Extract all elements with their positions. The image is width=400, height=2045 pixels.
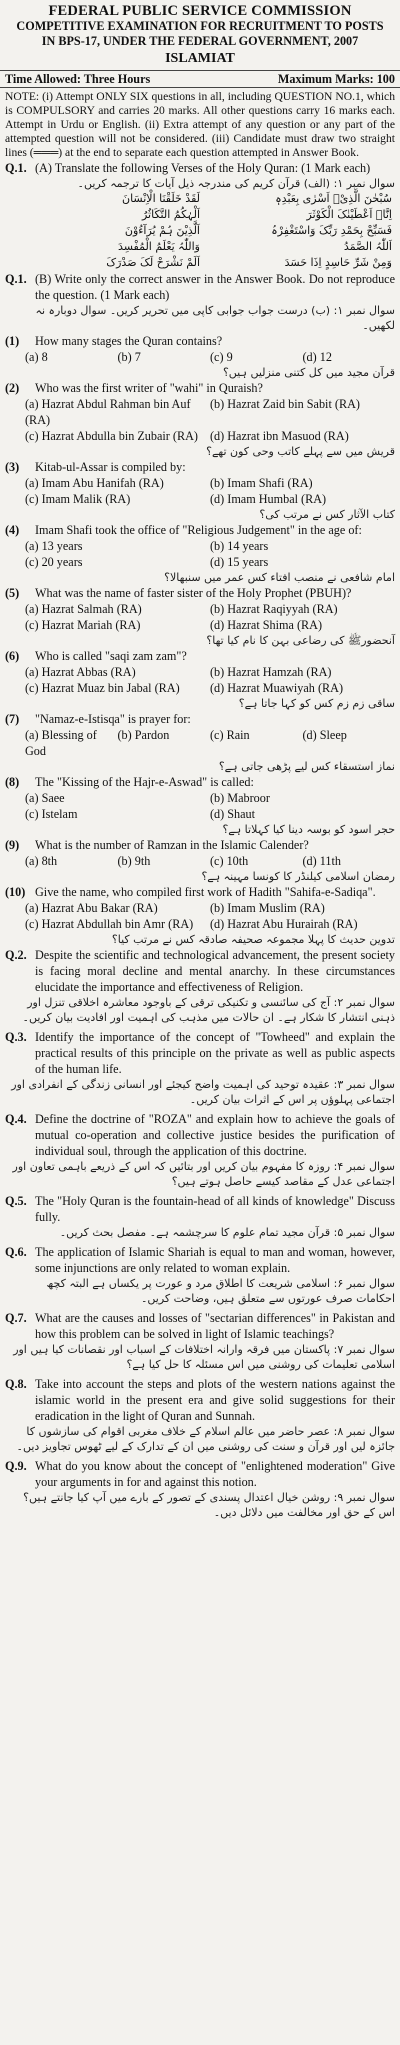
mcq-option: (b) Hazrat Zaid bin Sabit (RA) xyxy=(210,397,360,411)
mcq-option: (a) Blessing of God xyxy=(25,728,97,758)
quran-verse: لَقَدْ خَلَقْنَا الْاِنْسَانَ xyxy=(122,192,200,205)
question-urdu: سوال نمبر ۵: قرآن مجید تمام علوم کا سرچشمہ ہے۔ مفصل بحث کریں۔ xyxy=(59,1226,395,1239)
mcq-urdu: قرآن مجید میں کل کتنی منزلیں ہیں؟ xyxy=(222,366,395,379)
long-question xyxy=(0,1244,400,1276)
mcq-number: (1) xyxy=(5,334,20,348)
mcq-list xyxy=(0,333,400,947)
mcq-item xyxy=(0,380,400,444)
mcq-option: (a) Hazrat Abdul Rahman bin Auf (RA) xyxy=(25,397,191,427)
mcq-urdu: حجر اسود کو بوسہ دینا کیا کہلاتا ہے؟ xyxy=(222,823,395,836)
mcq-question: How many stages the Quran contains? xyxy=(35,334,223,348)
mcq-options xyxy=(5,853,395,869)
quran-verse: فَسَبِّحْ بِحَمْدِ رَبِّکَ وَاسْتَغْفِرْہُ xyxy=(271,224,392,237)
question-row xyxy=(5,1458,395,1490)
question-urdu: سوال نمبر ۶: اسلامی شریعت کا اطلاق مرد و عورت پر یکساں ہے البتہ کچھ احکامات صرف عورتوں سے متعلق ہیں، وضاحت کریں۔ xyxy=(46,1277,395,1305)
mcq-options xyxy=(5,727,395,759)
exam-meta xyxy=(0,70,400,88)
mcq-options xyxy=(5,900,395,932)
mcq-option: (c) Hazrat Abdullah bin Amr (RA) xyxy=(25,917,194,931)
mcq-item xyxy=(0,837,400,869)
question-text: (B) Write only the correct answer in the Answer Book. Do not reproduce the question. (1 Mark each) xyxy=(35,272,395,302)
mcq-question: What was the name of faster sister of the Holy Prophet (PBUH)? xyxy=(35,586,352,600)
urdu-instruction: سوال نمبر ۱: (ب) درست جواب جوابی کاپی میں تحریر کریں۔ سوال دوبارہ نہ لکھیں۔ xyxy=(35,304,395,332)
mcq-option: (a) 8 xyxy=(25,350,48,364)
mcq-urdu: رمضان اسلامی کیلنڈر کا کونسا مہینہ ہے؟ xyxy=(201,870,395,883)
mcq-option: (d) Sleep xyxy=(302,728,347,742)
mcq-option: (d) 11th xyxy=(302,854,341,868)
long-questions xyxy=(0,947,400,1524)
mcq-urdu: آنحضورﷺ کی رضاعی بہن کا نام کیا تھا؟ xyxy=(206,634,395,647)
mcq-option: (c) 10th xyxy=(210,854,249,868)
mcq-option: (a) Saee xyxy=(25,791,65,805)
question-text: Despite the scientific and technological advancement, the present society is facing moral decline and mental anarchy. In these circumstances elucidate the importance and effectiveness of Religion. xyxy=(35,948,395,994)
question-text: Define the doctrine of "ROZA" and explain how to achieve the goals of mutual co-operation and collective justice besides the purification of individual soul, through the application of this doctrine. xyxy=(35,1112,395,1158)
mcq-option: (d) 12 xyxy=(302,350,332,364)
quran-verse: اَلَّذِیْنَ ہُمْ یُرَآءُوْنَ xyxy=(124,224,200,237)
subject-title: ISLAMIAT xyxy=(165,51,235,66)
mcq-option: (c) Istelam xyxy=(25,807,78,821)
mcq-option: (a) 13 years xyxy=(25,539,83,553)
question-text: Take into account the steps and plots of the western nations against the islamic world in the present era and give solid suggestions for their eradication in the light of Quran and Sunnah. xyxy=(35,1377,395,1423)
long-question xyxy=(0,1029,400,1077)
long-question xyxy=(0,1193,400,1225)
mcq-options xyxy=(5,396,395,444)
question-row xyxy=(5,1244,395,1276)
question-row xyxy=(5,1111,395,1159)
instructions-note: NOTE: (i) Attempt ONLY SIX questions in all, including QUESTION NO.1, which is COMPULSORY and carries 20 marks. All other questions carry 16 marks each. Attempt in Urdu or English. (ii) Extra attempt of any question or any part of the attempted question will not be considered. (iii) Candidate must draw two straight lines (═══) at the end to separate each question attempted in Answer Book. xyxy=(5,90,395,159)
mcq-item xyxy=(0,459,400,507)
mcq-question-row xyxy=(5,333,395,349)
mcq-question-row xyxy=(5,585,395,601)
mcq-options xyxy=(5,601,395,633)
mcq-urdu: نماز استسقاء کس لیے پڑھی جاتی ہے؟ xyxy=(218,760,395,773)
mcq-option: (c) Hazrat Muaz bin Jabal (RA) xyxy=(25,681,180,695)
mcq-options xyxy=(5,664,395,696)
question-urdu: سوال نمبر ۳: عقیدہ توحید کی اہمیت واضح کیجئے اور انسانی زندگی کے انفرادی اور اجتماعی پہلوؤں پر اس کے اثرات بیان کریں۔ xyxy=(11,1078,395,1106)
mcq-item xyxy=(0,711,400,759)
mcq-question-row xyxy=(5,837,395,853)
mcq-question: Kitab-ul-Assar is compiled by: xyxy=(35,460,186,474)
mcq-question: Give the name, who compiled first work of Hadith "Sahifa-e-Sadiqa". xyxy=(35,885,376,899)
question-number: Q.1. xyxy=(5,272,27,286)
quran-verse: اَللّٰہُ الصَّمَدُ xyxy=(343,240,392,253)
mcq-option: (c) 9 xyxy=(210,350,233,364)
mcq-option: (a) Imam Abu Hanifah (RA) xyxy=(25,476,164,490)
question-number: Q.7. xyxy=(5,1311,27,1325)
mcq-question: Who was the first writer of "wahi" in Quraish? xyxy=(35,381,263,395)
question-number: Q.8. xyxy=(5,1377,27,1391)
quran-verse: سُبْحٰنَ الَّذِیْۤ اَسْرٰی بِعَبْدِہٖ xyxy=(275,192,392,205)
question-urdu: سوال نمبر ۷: پاکستان میں فرقہ وارانہ اختلافات کے اسباب اور نقصانات کیا ہیں اور اسلامی تعلیمات کی روشنی میں اس مسئلہ کا حل کیا ہے؟ xyxy=(13,1343,395,1371)
question-number: Q.3. xyxy=(5,1030,27,1044)
mcq-question: The "Kissing of the Hajr-e-Aswad" is called: xyxy=(35,775,254,789)
mcq-question-row xyxy=(5,522,395,538)
mcq-option: (b) 14 years xyxy=(210,539,269,553)
quran-verse: اَلَمْ نَشْرَحْ لَکَ صَدْرَکَ xyxy=(106,256,200,269)
question-text: What are the causes and losses of "sectarian differences" in Pakistan and how this problem can be solved in light of Islamic teachings? xyxy=(35,1311,395,1341)
mcq-option: (b) Hazrat Hamzah (RA) xyxy=(210,665,332,679)
quran-verse: وَاللّٰہُ یَعْلَمُ الْمُفْسِدَ xyxy=(117,240,200,253)
mcq-option: (d) Hazrat ibn Masuod (RA) xyxy=(210,429,349,443)
mcq-option: (b) Pardon xyxy=(117,728,170,742)
quran-verse: وَمِنْ شَرِّ حَاسِدٍ اِذَا حَسَدَ xyxy=(284,256,392,269)
mcq-number: (10) xyxy=(5,885,26,899)
mcq-question: What is the number of Ramzan in the Islamic Calender? xyxy=(35,838,309,852)
mcq-question: "Namaz-e-Istisqa" is prayer for: xyxy=(35,712,191,726)
long-question xyxy=(0,1310,400,1342)
mcq-item xyxy=(0,522,400,570)
mcq-urdu: کتاب الآثار کس نے مرتب کی؟ xyxy=(259,508,395,521)
mcq-option: (d) Hazrat Abu Hurairah (RA) xyxy=(210,917,358,931)
mcq-number: (5) xyxy=(5,586,20,600)
question-row xyxy=(5,1310,395,1342)
mcq-option: (c) Hazrat Abdulla bin Zubair (RA) xyxy=(25,429,198,443)
question-text: Identify the importance of the concept of "Towheed" and explain the practical results of this principle on the private as well as public aspects of the human life. xyxy=(35,1030,395,1076)
mcq-option: (b) Hazrat Raqiyyah (RA) xyxy=(210,602,338,616)
mcq-item xyxy=(0,648,400,696)
exam-year: IN BPS-17, UNDER THE FEDERAL GOVERNMENT, 2007 xyxy=(41,34,359,48)
mcq-item xyxy=(0,333,400,365)
mcq-urdu: ساقی زم زم کس کو کہا جاتا ہے؟ xyxy=(238,697,395,710)
long-question xyxy=(0,1458,400,1490)
max-marks: Maximum Marks: 100 xyxy=(277,72,395,86)
mcq-option: (c) 20 years xyxy=(25,555,83,569)
question-number: Q.9. xyxy=(5,1459,27,1473)
mcq-number: (8) xyxy=(5,775,20,789)
urdu-instruction: سوال نمبر ۱: (الف) قرآن کریم کی مندرجہ ذیل آیات کا ترجمہ کریں۔ xyxy=(77,177,395,190)
mcq-question-row xyxy=(5,459,395,475)
mcq-question-row xyxy=(5,648,395,664)
mcq-question: Imam Shafi took the office of "Religious Judgement" in the age of: xyxy=(35,523,362,537)
question-number: Q.1. xyxy=(5,161,27,175)
mcq-options xyxy=(5,349,395,365)
question-number: Q.2. xyxy=(5,948,27,962)
question-urdu: سوال نمبر ۴: روزہ کا مفہوم بیان کریں اور بتائیں کہ اس کے ذریعے باہمی تعاون اور اجتماعی عدل کے مقاصد کیسے حاصل ہوتے ہیں؟ xyxy=(12,1160,395,1188)
verse-list xyxy=(0,191,400,271)
question-urdu: سوال نمبر ۸: عصر حاضر میں عالم اسلام کے خلاف مغربی اقوام کی سازشوں کا جائزہ لیں اور قرآن و سنت کی روشنی میں ان کے تدارک کے لیے ٹھوس تجاویز دیں۔ xyxy=(16,1425,395,1453)
mcq-question-row xyxy=(5,774,395,790)
mcq-option: (c) Imam Malik (RA) xyxy=(25,492,131,506)
question-text: (A) Translate the following Verses of the Holy Quran: (1 Mark each) xyxy=(35,161,371,175)
mcq-number: (7) xyxy=(5,712,20,726)
mcq-option: (d) Imam Humbal (RA) xyxy=(210,492,327,506)
question-number: Q.6. xyxy=(5,1245,27,1259)
mcq-option: (c) Hazrat Mariah (RA) xyxy=(25,618,141,632)
mcq-question-row xyxy=(5,884,395,900)
mcq-item xyxy=(0,884,400,932)
mcq-option: (b) 9th xyxy=(117,854,151,868)
question-number: Q.5. xyxy=(5,1194,27,1208)
question-row xyxy=(5,1193,395,1225)
mcq-urdu: قریش میں سے پہلے کاتب وحی کون تھے؟ xyxy=(206,445,395,458)
long-question xyxy=(0,1376,400,1424)
mcq-question-row xyxy=(5,711,395,727)
long-question xyxy=(0,1111,400,1159)
mcq-number: (3) xyxy=(5,460,20,474)
mcq-number: (4) xyxy=(5,523,20,537)
mcq-option: (a) Hazrat Abu Bakar (RA) xyxy=(25,901,158,915)
mcq-option: (b) Imam Muslim (RA) xyxy=(210,901,325,915)
mcq-urdu: امام شافعی نے منصب افتاء کس عمر میں سنبھالا؟ xyxy=(164,571,395,584)
question-number: Q.4. xyxy=(5,1112,27,1126)
mcq-urdu: تدوین حدیث کا پہلا مجموعہ صحیفہ صادقہ کس نے مرتب کیا؟ xyxy=(111,933,395,946)
mcq-question-row xyxy=(5,380,395,396)
mcq-option: (d) 15 years xyxy=(210,555,269,569)
mcq-option: (b) 7 xyxy=(117,350,141,364)
exam-title: COMPETITIVE EXAMINATION FOR RECRUITMENT TO POSTS xyxy=(16,19,384,33)
question-1b xyxy=(0,271,400,303)
long-question xyxy=(0,947,400,995)
mcq-question: Who is called "saqi zam zam"? xyxy=(35,649,187,663)
mcq-option: (c) Rain xyxy=(210,728,250,742)
mcq-number: (2) xyxy=(5,381,20,395)
question-text: The "Holy Quran is the fountain-head of all kinds of knowledge" Discuss fully. xyxy=(35,1194,395,1224)
mcq-option: (b) Mabroor xyxy=(210,791,270,805)
question-row xyxy=(5,947,395,995)
question-row xyxy=(5,1029,395,1077)
question-urdu: سوال نمبر ۹: روشن خیال اعتدال پسندی کے تصور کے بارے میں آپ کیا جانتے ہیں؟ اس کے حق اور مخالفت میں دلائل دیں۔ xyxy=(23,1491,395,1519)
mcq-option: (a) Hazrat Abbas (RA) xyxy=(25,665,136,679)
mcq-options xyxy=(5,538,395,570)
question-text: What do you know about the concept of "enlightened moderation" Give your arguments in for and against this notion. xyxy=(35,1459,395,1489)
mcq-option: (a) Hazrat Salmah (RA) xyxy=(25,602,142,616)
question-1a xyxy=(0,160,400,176)
mcq-option: (b) Imam Shafi (RA) xyxy=(210,476,313,490)
mcq-item xyxy=(0,774,400,822)
mcq-option: (d) Shaut xyxy=(210,807,256,821)
mcq-option: (a) 8th xyxy=(25,854,58,868)
mcq-item xyxy=(0,585,400,633)
quran-verse: اِنَّاۤ اَعْطَیْنٰکَ الْکَوْثَرَ xyxy=(306,208,392,221)
commission-title: FEDERAL PUBLIC SERVICE COMMISSION xyxy=(48,3,352,19)
question-urdu: سوال نمبر ۲: آج کی سائنسی و تکنیکی ترقی کے باوجود معاشرہ اخلاقی تنزل اور ذہنی انتشار کا شکار ہے۔ ان حالات میں مذہب کی اہمیت اور افادیت بیان کریں۔ xyxy=(22,996,395,1024)
mcq-option: (d) Hazrat Muawiyah (RA) xyxy=(210,681,343,695)
mcq-options xyxy=(5,790,395,822)
time-allowed: Time Allowed: Three Hours xyxy=(5,72,151,86)
mcq-option: (d) Hazrat Shima (RA) xyxy=(210,618,323,632)
mcq-number: (9) xyxy=(5,838,20,852)
mcq-number: (6) xyxy=(5,649,20,663)
question-row xyxy=(5,1376,395,1424)
quran-verse: اَلْہٰکُمُ التَّکَاثُرُ xyxy=(141,208,200,221)
spacer xyxy=(0,1520,400,1524)
question-text: The application of Islamic Shariah is equal to man and woman, however, some injunctions are only related to woman explain. xyxy=(35,1245,395,1275)
mcq-options xyxy=(5,475,395,507)
